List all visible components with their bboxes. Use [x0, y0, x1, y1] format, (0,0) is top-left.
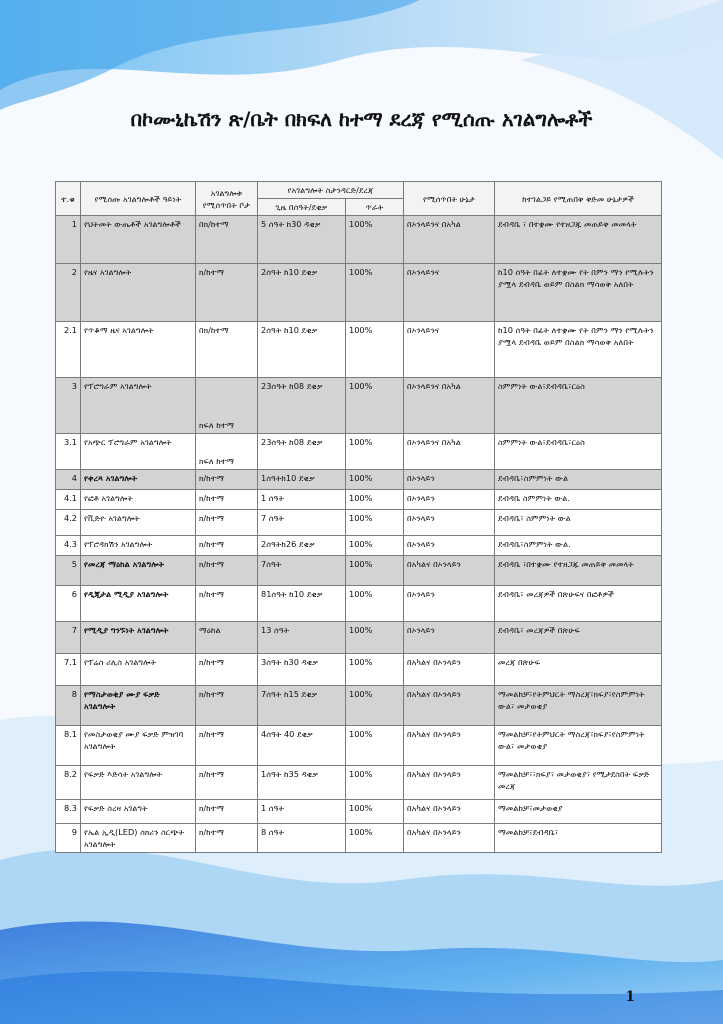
- cell-quality: 100%: [346, 510, 404, 536]
- table-row: [56, 766, 662, 800]
- table-row: [56, 378, 662, 434]
- cell-requirements: ስምምነት ውል፣ደብዳቤ፣ርዕስ: [495, 378, 662, 434]
- table-row: [56, 824, 662, 853]
- cell-requirements: ከ10 ሰዓት በፊት ለተቋሙ የት በምን ማን የሚሉትን ያሟላ ደብዳቤ ወይም በስልክ ማሳወቅ አለበት: [495, 322, 662, 378]
- cell-no: 8.2: [56, 766, 81, 800]
- cell-quality: 100%: [346, 470, 404, 490]
- table-row: [56, 686, 662, 726]
- cell-time: 23ሰዓት ከ08 ደቂቃ: [258, 378, 346, 434]
- cell-time: 4ሰዓት 40 ደቂቃ: [258, 726, 346, 766]
- cell-time: 23ሰዓት ከ08 ደቂቃ: [258, 434, 346, 470]
- cell-no: 8.3: [56, 800, 81, 824]
- cell-no: 4: [56, 470, 81, 490]
- header-requirements: ከተገልጋይ የሚጠበቅ ቅድመ ሁኔታዎች: [495, 182, 662, 216]
- cell-requirements: ደብዳቤ፣ መረጃዎች በጽሁፍና በፎቶዎች: [495, 586, 662, 622]
- cell-quality: 100%: [346, 264, 404, 322]
- table-row: [56, 510, 662, 536]
- cell-time: 1ሰዓትከ10 ደቂቃ: [258, 470, 346, 490]
- cell-mode: በአካልና በኦንላይን: [404, 800, 495, 824]
- cell-service: የጥቆማ ዜና አገልግሎት: [81, 322, 196, 378]
- cell-time: 2ሰዓትከ26 ደቂቃ: [258, 536, 346, 556]
- cell-time: 1 ሰዓት: [258, 800, 346, 824]
- table-row: [56, 322, 662, 378]
- cell-requirements: ደብዳቤ፣ስምምነት ውል.: [495, 536, 662, 556]
- cell-requirements: ማመልከቻ፣የትምህርት ማስረጃ፣ክፍያ፣የስምምነት ውል፣ መታወቂያ: [495, 726, 662, 766]
- cell-no: 4.3: [56, 536, 81, 556]
- cell-requirements: ማመልከቻ፣ደብዳቤ፣: [495, 824, 662, 853]
- cell-mode: በኦንላይን: [404, 490, 495, 510]
- header-service: የሚሰጡ አገልግሎቶች ዓይነት: [81, 182, 196, 216]
- cell-quality: 100%: [346, 726, 404, 766]
- cell-place: ክ/ከተማ: [196, 824, 258, 853]
- cell-mode: በኦንላይን: [404, 536, 495, 556]
- cell-service: የፕሬስ ሪሊስ አገልግሎት: [81, 654, 196, 686]
- cell-no: 2: [56, 264, 81, 322]
- cell-quality: 100%: [346, 378, 404, 434]
- cell-requirements: መረጃ በጽሁፍ: [495, 654, 662, 686]
- cell-quality: 100%: [346, 434, 404, 470]
- cell-no: 9: [56, 824, 81, 853]
- cell-no: 7: [56, 622, 81, 654]
- cell-mode: በአካልና በኦንላይን: [404, 766, 495, 800]
- cell-time: 1ሰዓት ከ35 ዳቂቃ: [258, 766, 346, 800]
- page-title: በኮሙኒኬሽን ጽ/ቤት በክፍለ ከተማ ደረጃ የሚሰጡ አገልግሎቶች: [130, 107, 593, 131]
- cell-service: የፕሮግራም አገልግሎት: [81, 378, 196, 434]
- cell-mode: በአካልና በኦንላይን: [404, 726, 495, 766]
- cell-place: ክ/ከተማ: [196, 586, 258, 622]
- cell-time: 13 ሰዓት: [258, 622, 346, 654]
- cell-requirements: ከ10 ሰዓት በፊት ለተቋሙ የት በምን ማን የሚሉትን ያሟላ ደብዳቤ ወይም በስልክ ማሳወቅ አለበት: [495, 264, 662, 322]
- cell-time: 7ሰዓት: [258, 556, 346, 586]
- cell-mode: በኦንላይን: [404, 622, 495, 654]
- cell-mode: በአካልና በኦንላይን: [404, 556, 495, 586]
- cell-quality: 100%: [346, 654, 404, 686]
- cell-service: የመስታወቂያ ሙያ ፍቃድ ምዝገባ አገልግሎት: [81, 726, 196, 766]
- cell-place: ክ/ከተማ: [196, 654, 258, 686]
- cell-place: በክ/ከተማ: [196, 216, 258, 264]
- cell-quality: 100%: [346, 216, 404, 264]
- cell-service: የፕሮዳክሽን አገልግሎት: [81, 536, 196, 556]
- table-row: [56, 622, 662, 654]
- cell-time: 3ሰዓት ከ30 ዳቂቃ: [258, 654, 346, 686]
- cell-place: ክ/ከተማ: [196, 490, 258, 510]
- cell-time: 1 ሰዓት: [258, 490, 346, 510]
- cell-quality: 100%: [346, 766, 404, 800]
- cell-no: 1: [56, 216, 81, 264]
- cell-time: 7 ሰዓት: [258, 510, 346, 536]
- cell-mode: በኦንላይንና: [404, 322, 495, 378]
- table-row: [56, 490, 662, 510]
- cell-place: በክ/ከተማ: [196, 322, 258, 378]
- cell-place: ክ/ከተማ: [196, 556, 258, 586]
- cell-mode: በኦንላይንና በአካል: [404, 434, 495, 470]
- cell-requirements: ደብዳቤ ስምምነት ውል.: [495, 490, 662, 510]
- cell-no: 8: [56, 686, 81, 726]
- cell-place: ክፍለ ከተማ: [196, 378, 258, 434]
- cell-quality: 100%: [346, 536, 404, 556]
- cell-place: ክ/ከተማ: [196, 536, 258, 556]
- cell-service: የመረጃ ማዕከል አገልግሎት: [81, 556, 196, 586]
- cell-place: ክ/ከተማ: [196, 800, 258, 824]
- cell-service: የኤል ኢዲ(LED) ስክሪን ስርጭት አገልግሎት: [81, 824, 196, 853]
- cell-quality: 100%: [346, 800, 404, 824]
- cell-no: 4.1: [56, 490, 81, 510]
- cell-quality: 100%: [346, 622, 404, 654]
- cell-service: የዲጂታል ሚዲያ አገልግሎት: [81, 586, 196, 622]
- cell-no: 3.1: [56, 434, 81, 470]
- cell-requirements: ደብዳቤ ፣በተቋሙ የተዘጋጁ መጠይቅ መመላት: [495, 556, 662, 586]
- cell-no: 5: [56, 556, 81, 586]
- cell-quality: 100%: [346, 686, 404, 726]
- cell-place: ክ/ከተማ: [196, 510, 258, 536]
- cell-requirements: ደብዳቤ፣ስምምነት ውል: [495, 470, 662, 490]
- cell-mode: በአካልና በኦንላይን: [404, 654, 495, 686]
- cell-mode: በኦንላይንና በአካል: [404, 378, 495, 434]
- header-time: ጊዜ በሰዓት/ደቂቃ: [258, 199, 346, 216]
- cell-requirements: ስምምነት ውል፣ደብዳቤ፣ርዕስ: [495, 434, 662, 470]
- cell-service: የቀረጻ አገልግሎት: [81, 470, 196, 490]
- cell-service: የፎቶ አገልግሎት: [81, 490, 196, 510]
- cell-requirements: ማመልከቻ፣የትምህርት ማስረጃ፣ክፍያ፣የስምምነት ውል፣ መታወቂያ: [495, 686, 662, 726]
- cell-no: 3: [56, 378, 81, 434]
- cell-mode: በኦንላይን: [404, 510, 495, 536]
- cell-mode: በኦንላይን: [404, 470, 495, 490]
- cell-service: የማስታወቂያ ሙያ ፍቃድ አገልግሎት: [81, 686, 196, 726]
- cell-place: ክ/ከተማ: [196, 766, 258, 800]
- table-row: [56, 434, 662, 470]
- cell-place: ማዕከል: [196, 622, 258, 654]
- cell-service: የቪድዮ አገልግሎት: [81, 510, 196, 536]
- table-row: [56, 654, 662, 686]
- header-no: ተ.ቁ: [56, 182, 81, 216]
- cell-place: ክ/ከተማ: [196, 470, 258, 490]
- cell-requirements: ማመልከቻ፣፣ክፍያ፣ መታወቂያ፣ የሚታደስበት ፍቃድ መረጃ: [495, 766, 662, 800]
- cell-quality: 100%: [346, 556, 404, 586]
- cell-quality: 100%: [346, 490, 404, 510]
- cell-quality: 100%: [346, 824, 404, 853]
- cell-time: 2ሰዓት ከ10 ደቂቃ: [258, 264, 346, 322]
- cell-mode: በኦንላይንና በአካል: [404, 216, 495, 264]
- cell-requirements: ደብዳቤ ፣ በተቋሙ የተዘጋጁ መጠይቅ መመላት: [495, 216, 662, 264]
- cell-place: ክ/ከተማ: [196, 264, 258, 322]
- table-row: [56, 726, 662, 766]
- header-quality: ጥራት: [346, 199, 404, 216]
- cell-mode: በአካልና በኦንላይን: [404, 686, 495, 726]
- cell-time: 5 ሰዓት ከ30 ዳቂቃ: [258, 216, 346, 264]
- cell-requirements: ደብዳቤ፣ ስምምነት ውል: [495, 510, 662, 536]
- cell-no: 6: [56, 586, 81, 622]
- cell-mode: በኦንላይንና: [404, 264, 495, 322]
- cell-service: የፍቃድ እድሳት አገልግሎት: [81, 766, 196, 800]
- cell-place: ክ/ከተማ: [196, 686, 258, 726]
- table-row: [56, 586, 662, 622]
- cell-service: የዜና አገልግሎት: [81, 264, 196, 322]
- cell-place: ክፍለ ከተማ: [196, 434, 258, 470]
- cell-no: 7.1: [56, 654, 81, 686]
- table-row: [56, 470, 662, 490]
- cell-service: የሚዲያ ግንኙነት አገልግሎት: [81, 622, 196, 654]
- cell-service: የፍቃድ ስረዛ አገልግት: [81, 800, 196, 824]
- header-place: አገልግሎቱ የሚሰጥበት ቦታ: [196, 182, 258, 216]
- cell-quality: 100%: [346, 586, 404, 622]
- table-row: [56, 800, 662, 824]
- cell-time: 2ሰዓት ከ10 ደቂቃ: [258, 322, 346, 378]
- cell-no: 8.1: [56, 726, 81, 766]
- cell-mode: በኦንላይን: [404, 586, 495, 622]
- table-row: [56, 536, 662, 556]
- page-number: 1: [625, 989, 635, 1005]
- services-table: [55, 181, 662, 853]
- table-body: [56, 216, 662, 853]
- cell-service: የህትመት ውጤቶች አገልግሎቶች: [81, 216, 196, 264]
- table-row: [56, 556, 662, 586]
- table-row: [56, 216, 662, 264]
- cell-service: የአጭር ፕሮግራም አገልግሎት: [81, 434, 196, 470]
- cell-place: ክ/ከተማ: [196, 726, 258, 766]
- cell-requirements: ደብዳቤ፣ መረጃዎች በጽሁፍ: [495, 622, 662, 654]
- cell-quality: 100%: [346, 322, 404, 378]
- table-row: [56, 264, 662, 322]
- cell-time: 8 ሰዓት: [258, 824, 346, 853]
- cell-time: 7ሰዓት ከ15 ደቂቃ: [258, 686, 346, 726]
- cell-requirements: ማመልከቻ፣መታወቂያ: [495, 800, 662, 824]
- header-mode: የሚሰጥበት ሁኔታ: [404, 182, 495, 216]
- header-standard: የአገልግሎት ስታንዳርድ/ደረጃ: [258, 182, 404, 199]
- cell-time: 81ሰዓት ከ10 ደቂቃ: [258, 586, 346, 622]
- cell-mode: በአካልና በኦንላይን: [404, 824, 495, 853]
- cell-no: 2.1: [56, 322, 81, 378]
- cell-no: 4.2: [56, 510, 81, 536]
